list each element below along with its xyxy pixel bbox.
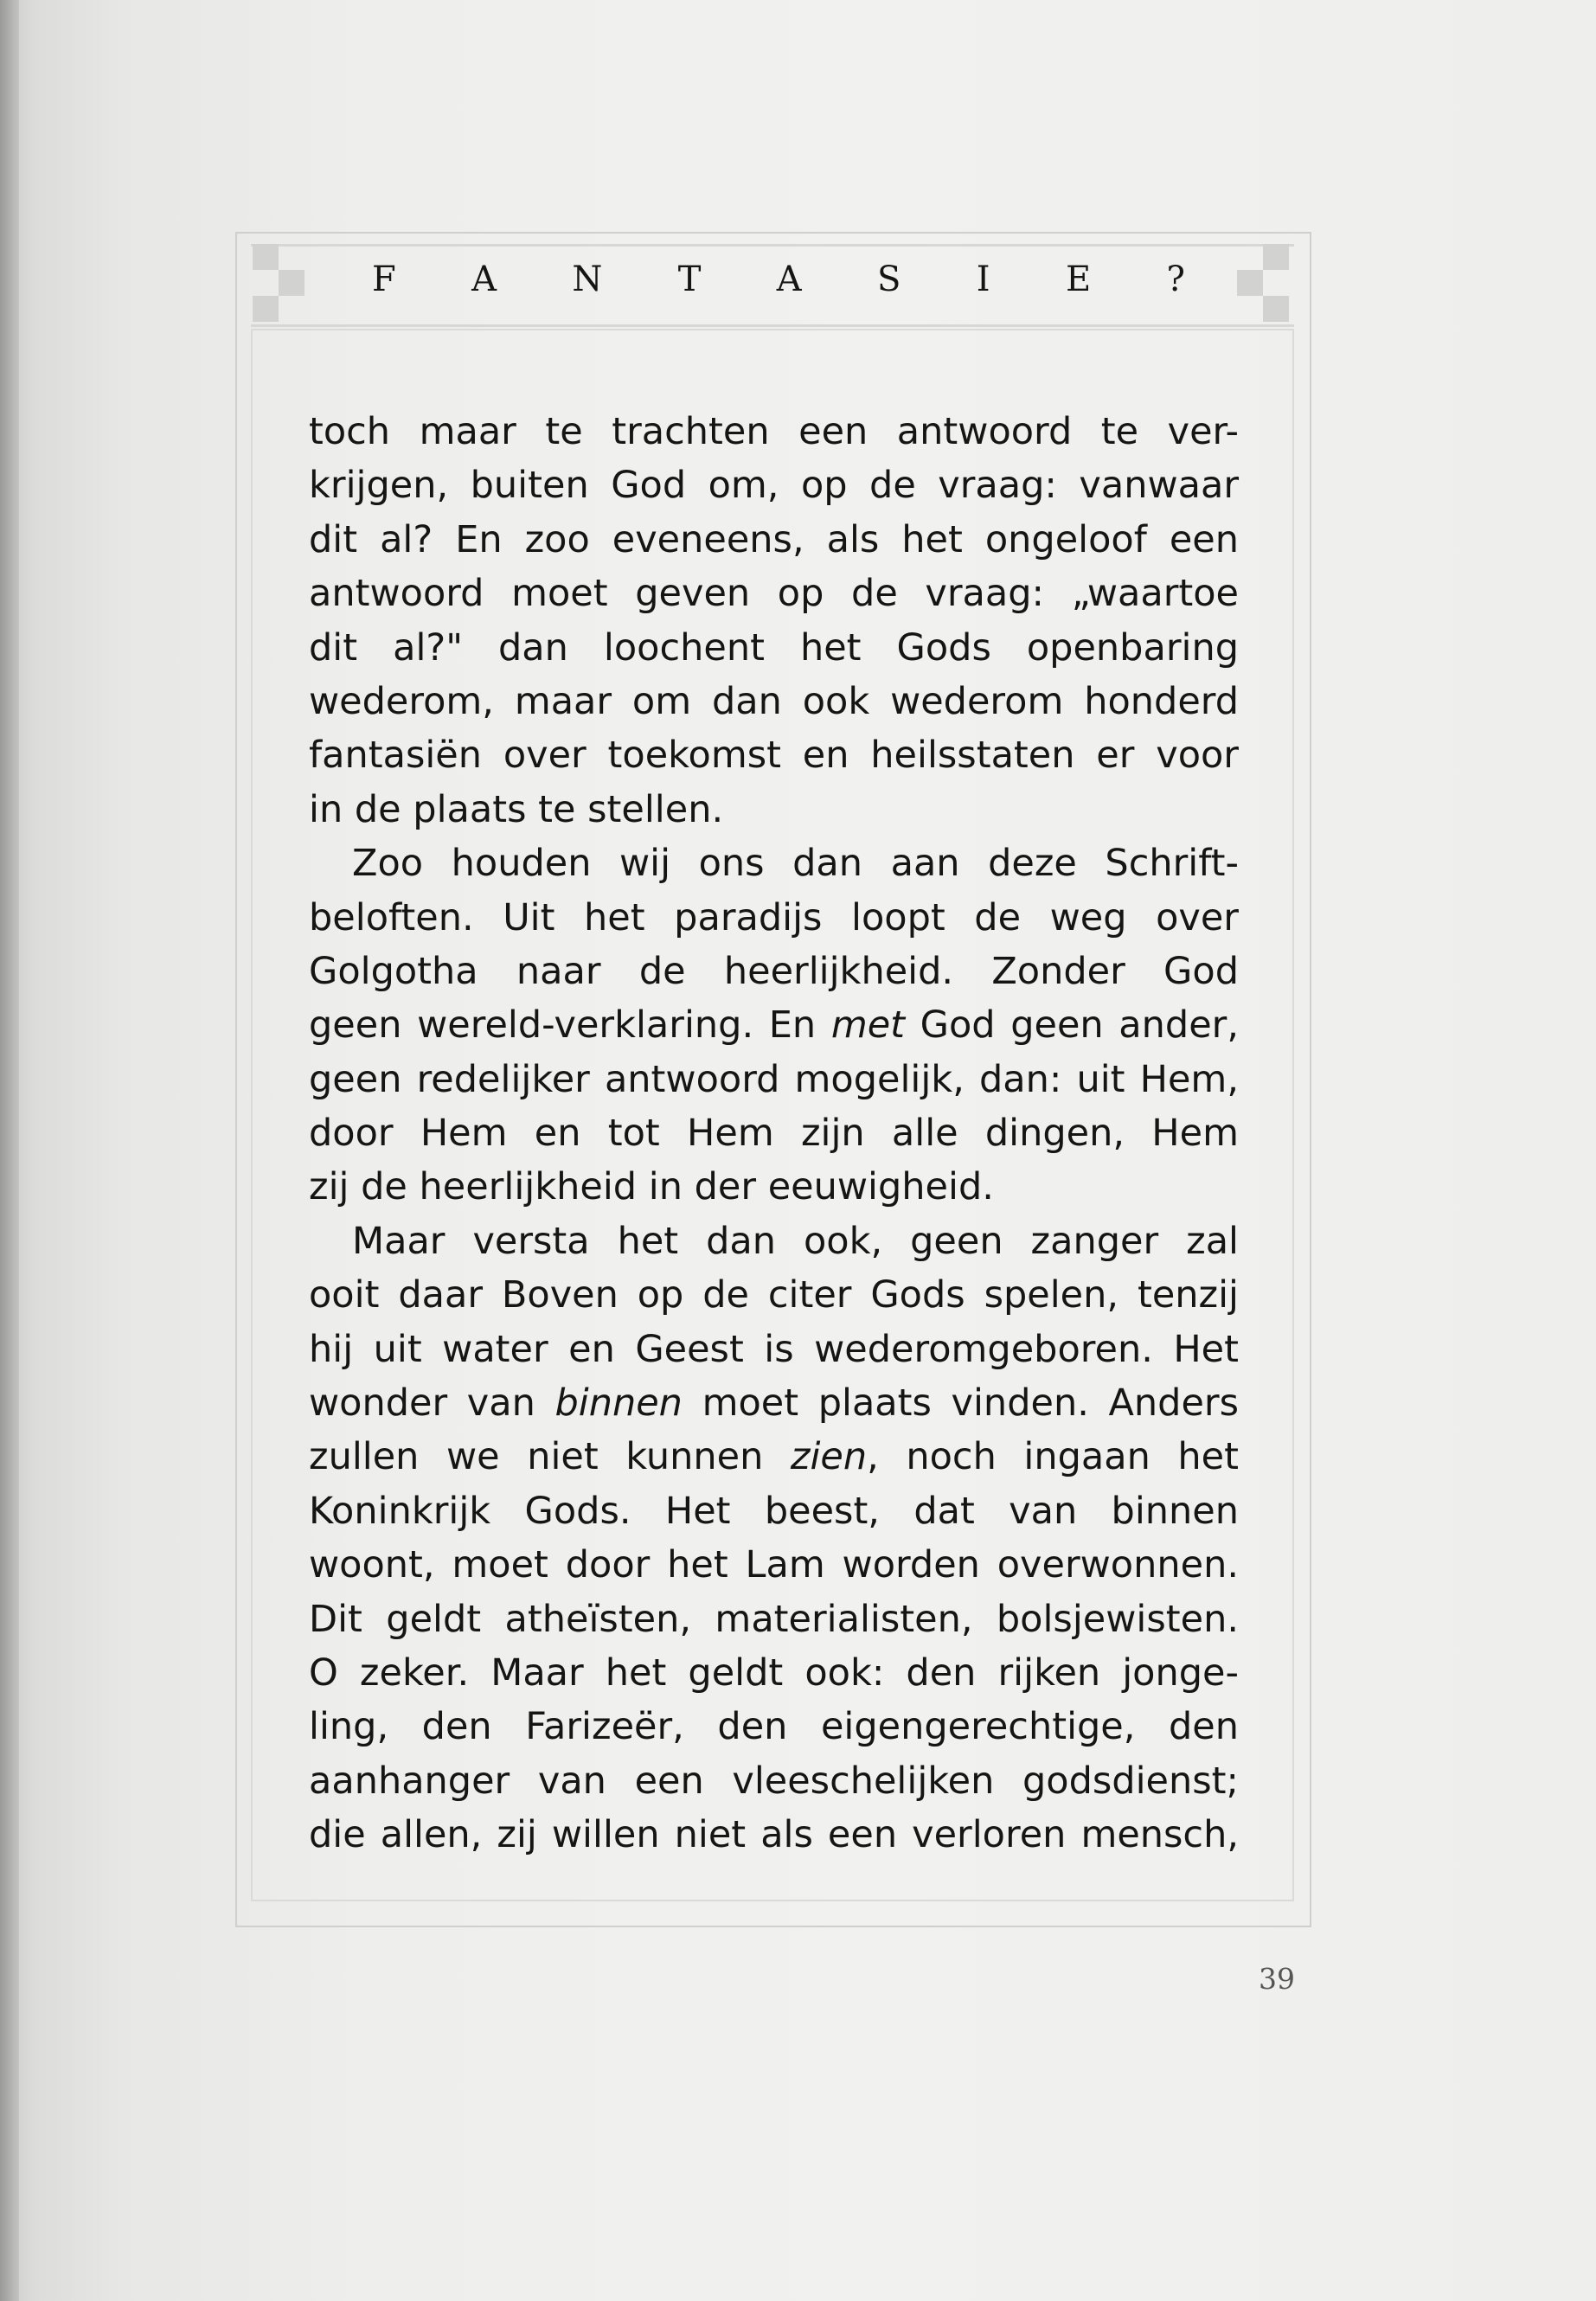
text-line: dit al?" dan loochent het Gods openbaring (309, 625, 1239, 670)
running-head (372, 260, 1185, 299)
text-line: door Hem en tot Hem zijn alle dingen, Hem (309, 1112, 1239, 1156)
text-line: zullen we niet kunnen zien, noch ingaan het (309, 1435, 1239, 1479)
text-line: krijgen, buiten God om, op de vraag: vanwaar (309, 464, 1239, 508)
text-line: Golgotha naar de heerlijkheid. Zonder God (309, 949, 1239, 993)
text-line: toch maar te trachten een antwoord te ver- (309, 410, 1239, 453)
running-head-letter: A (776, 260, 802, 299)
page-number: 39 (1259, 1962, 1295, 1996)
text-line: wederom, maar om dan ook wederom honderd (309, 679, 1239, 723)
text-line: zij de heerlijkheid in der eeuwigheid. (309, 1165, 994, 1209)
page-spine-shadow (0, 0, 19, 2301)
text-line: hij uit water en Geest is wederomgeboren. Het (309, 1327, 1239, 1371)
text-line: Dit geldt atheïsten, materialisten, bolsjewisten. (309, 1597, 1239, 1641)
text-line: dit al? En zoo eveneens, als het ongeloof een (309, 517, 1239, 561)
text-line: ling, den Farizeër, den eigengerechtige, den (309, 1705, 1239, 1749)
text-line: O zeker. Maar het geldt ook: den rijken jonge- (309, 1650, 1239, 1695)
text-line: geen wereld-verklaring. En met God geen ander, (309, 1003, 1239, 1048)
corner-ornament-right (1211, 244, 1294, 327)
body-text (309, 405, 1239, 1862)
running-head-letter: I (976, 260, 990, 299)
text-line: ooit daar Boven op de citer Gods spelen, tenzij (309, 1273, 1239, 1317)
running-head-letter: A (471, 260, 497, 299)
text-line: wonder van binnen moet plaats vinden. Anders (309, 1381, 1239, 1426)
text-line: in de plaats te stellen. (309, 787, 724, 831)
text-line: aanhanger van een vleeschelijken godsdienst; (309, 1759, 1239, 1803)
running-head-letter: F (372, 260, 396, 299)
text-line: antwoord moet geven op de vraag: „waartoe (309, 572, 1239, 616)
text-line: Maar versta het dan ook, geen zanger zal (352, 1219, 1239, 1263)
running-head-letter: S (877, 260, 901, 299)
text-line: Zoo houden wij ons dan aan deze Schrift- (352, 842, 1239, 886)
text-line: fantasiën over toekomst en heilsstaten er voor (309, 734, 1239, 778)
running-head-letter: T (677, 260, 702, 299)
running-head-letter: N (572, 260, 603, 299)
text-line: Koninkrijk Gods. Het beest, dat van binnen (309, 1489, 1239, 1533)
text-line: die allen, zij willen niet als een verloren mensch, (309, 1813, 1239, 1857)
running-head-letter: E (1065, 260, 1092, 299)
text-line: beloften. Uit het paradijs loopt de weg over (309, 895, 1239, 939)
text-line: geen redelijker antwoord mogelijk, dan: uit Hem, (309, 1057, 1239, 1101)
running-head-letter: ? (1166, 260, 1185, 299)
corner-ornament-left (253, 244, 336, 327)
text-line: woont, moet door het Lam worden overwonnen. (309, 1543, 1239, 1587)
